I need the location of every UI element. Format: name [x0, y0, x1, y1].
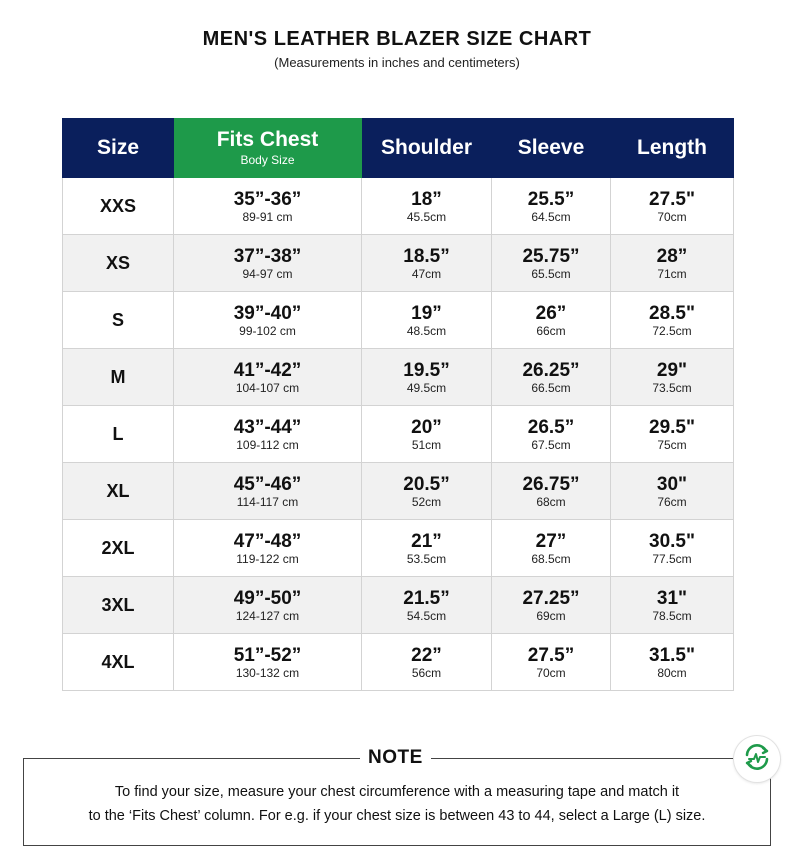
- shoulder-cell-inches: 18”: [411, 188, 442, 210]
- chest-cell-cm: 94-97 cm: [242, 266, 293, 281]
- table-row: [63, 463, 734, 520]
- sleeve-cell: [492, 520, 611, 577]
- shoulder-cell-cm: 51cm: [411, 437, 442, 452]
- length-cell: [611, 235, 734, 292]
- sleeve-cell: [492, 292, 611, 349]
- sleeve-cell: [492, 463, 611, 520]
- table-row: [63, 406, 734, 463]
- size-cell: XS: [63, 235, 174, 292]
- length-cell: [611, 292, 734, 349]
- table-row: [63, 349, 734, 406]
- shoulder-cell-cm: 47cm: [411, 266, 442, 281]
- header-length: Length: [611, 119, 734, 178]
- chest-cell: [174, 577, 362, 634]
- sleeve-cell-inches: 26.75”: [522, 473, 580, 495]
- size-guide-icon: [741, 741, 773, 778]
- length-cell-cm: 75cm: [657, 437, 687, 452]
- length-cell-inches: 28”: [656, 245, 688, 267]
- chest-cell: [174, 349, 362, 406]
- sleeve-cell-cm: 69cm: [536, 608, 566, 623]
- chest-cell-inches: 47”-48”: [233, 530, 302, 552]
- table-row: [63, 292, 734, 349]
- chest-cell-cm: 109-112 cm: [236, 437, 299, 452]
- sleeve-cell-cm: 65.5cm: [531, 266, 571, 281]
- length-cell: [611, 349, 734, 406]
- sleeve-cell: [492, 634, 611, 691]
- page-title: MEN'S LEATHER BLAZER SIZE CHART: [202, 28, 592, 50]
- size-cell: M: [63, 349, 174, 406]
- chest-cell-cm: 104-107 cm: [235, 380, 300, 395]
- note-line-1: To find your size, measure your chest circumference with a measuring tape and match it: [114, 784, 680, 800]
- note-title: NOTE: [360, 747, 431, 769]
- size-cell: XL: [63, 463, 174, 520]
- length-cell: [611, 520, 734, 577]
- length-cell-inches: 30": [656, 473, 688, 495]
- length-cell-cm: 73.5cm: [652, 380, 692, 395]
- shoulder-cell-cm: 48.5cm: [406, 323, 447, 338]
- note-text: [23, 780, 771, 828]
- sleeve-cell-cm: 64.5cm: [531, 209, 571, 224]
- size-cell: 4XL: [63, 634, 174, 691]
- shoulder-cell-cm: 45.5cm: [406, 209, 447, 224]
- header-fits-chest-label: Fits Chest: [216, 128, 319, 151]
- length-cell-cm: 80cm: [657, 665, 687, 680]
- size-chart-table: [62, 118, 734, 691]
- header-sleeve: Sleeve: [492, 119, 611, 178]
- sleeve-cell-inches: 25.5”: [527, 188, 575, 210]
- shoulder-cell: [362, 349, 492, 406]
- sleeve-cell-inches: 26.5”: [527, 416, 575, 438]
- size-cell: 3XL: [63, 577, 174, 634]
- table-row: [63, 520, 734, 577]
- chest-cell: [174, 634, 362, 691]
- sleeve-cell: [492, 349, 611, 406]
- length-cell-cm: 77.5cm: [652, 551, 692, 566]
- shoulder-cell: [362, 463, 492, 520]
- chest-cell-inches: 43”-44”: [233, 416, 302, 438]
- chest-cell: [174, 406, 362, 463]
- shoulder-cell-cm: 52cm: [411, 494, 442, 509]
- header-body-size-label: Body Size: [240, 153, 295, 167]
- length-cell-cm: 71cm: [657, 266, 687, 281]
- shoulder-cell-cm: 49.5cm: [406, 380, 447, 395]
- shoulder-cell: [362, 520, 492, 577]
- chest-cell-cm: 130-132 cm: [235, 665, 300, 680]
- chest-cell: [174, 292, 362, 349]
- chest-cell-inches: 39”-40”: [233, 302, 302, 324]
- sleeve-cell-inches: 26”: [535, 302, 567, 324]
- length-cell: [611, 406, 734, 463]
- shoulder-cell-inches: 21.5”: [403, 587, 450, 609]
- chest-cell: [174, 463, 362, 520]
- header-fits-chest: [174, 119, 362, 178]
- table-row: [63, 178, 734, 235]
- shoulder-cell: [362, 178, 492, 235]
- shoulder-cell-inches: 20.5”: [403, 473, 450, 495]
- shoulder-cell: [362, 235, 492, 292]
- page-subtitle: (Measurements in inches and centimeters): [274, 55, 520, 70]
- sleeve-cell-inches: 26.25”: [522, 359, 580, 381]
- sleeve-cell-inches: 27”: [535, 530, 567, 552]
- shoulder-cell-cm: 56cm: [411, 665, 442, 680]
- sleeve-cell-cm: 67.5cm: [531, 437, 571, 452]
- length-cell-inches: 29": [656, 359, 688, 381]
- table-row: [63, 577, 734, 634]
- sleeve-cell-cm: 66.5cm: [531, 380, 571, 395]
- chest-cell-cm: 124-127 cm: [235, 608, 300, 623]
- length-cell-inches: 31.5": [649, 644, 695, 666]
- size-guide-badge[interactable]: [734, 736, 780, 782]
- sleeve-cell-inches: 27.25”: [522, 587, 580, 609]
- length-cell-inches: 29.5": [649, 416, 695, 438]
- chest-cell-cm: 89-91 cm: [242, 209, 293, 224]
- sleeve-cell-cm: 68.5cm: [531, 551, 571, 566]
- length-cell-inches: 28.5": [649, 302, 695, 324]
- chest-cell-inches: 51”-52”: [233, 644, 302, 666]
- shoulder-cell-cm: 53.5cm: [406, 551, 447, 566]
- size-cell: L: [63, 406, 174, 463]
- chest-cell-inches: 35”-36”: [233, 188, 302, 210]
- shoulder-cell-inches: 21”: [411, 530, 442, 552]
- chest-cell-inches: 45”-46”: [233, 473, 302, 495]
- length-cell-inches: 30.5": [649, 530, 695, 552]
- sleeve-cell-inches: 25.75”: [522, 245, 580, 267]
- sleeve-cell-inches: 27.5”: [527, 644, 575, 666]
- shoulder-cell-inches: 20”: [411, 416, 442, 438]
- length-cell-inches: 27.5": [649, 188, 695, 210]
- shoulder-cell-inches: 19.5”: [403, 359, 450, 381]
- chest-cell-cm: 99-102 cm: [239, 323, 296, 338]
- chest-cell-inches: 37”-38”: [233, 245, 302, 267]
- sleeve-cell-cm: 70cm: [536, 665, 566, 680]
- chest-cell: [174, 235, 362, 292]
- length-cell-cm: 70cm: [657, 209, 687, 224]
- shoulder-cell: [362, 292, 492, 349]
- size-cell: S: [63, 292, 174, 349]
- header-shoulder: Shoulder: [362, 119, 492, 178]
- header-size: Size: [63, 119, 174, 178]
- table-row: [63, 235, 734, 292]
- size-cell: 2XL: [63, 520, 174, 577]
- note-line-2: to the ‘Fits Chest’ column. For e.g. if your chest size is between 43 to 44, select a Large (L) size.: [88, 808, 706, 824]
- length-cell: [611, 463, 734, 520]
- sleeve-cell: [492, 406, 611, 463]
- length-cell: [611, 577, 734, 634]
- chest-cell-cm: 119-122 cm: [236, 551, 299, 566]
- shoulder-cell: [362, 577, 492, 634]
- length-cell-cm: 78.5cm: [652, 608, 692, 623]
- shoulder-cell: [362, 634, 492, 691]
- sleeve-cell-cm: 66cm: [536, 323, 566, 338]
- chest-cell-inches: 41”-42”: [233, 359, 302, 381]
- length-cell-cm: 76cm: [657, 494, 687, 509]
- chest-cell-cm: 114-117 cm: [236, 494, 299, 509]
- chest-cell: [174, 520, 362, 577]
- chest-cell: [174, 178, 362, 235]
- length-cell: [611, 634, 734, 691]
- length-cell-inches: 31": [656, 587, 688, 609]
- shoulder-cell-inches: 22”: [411, 644, 442, 666]
- sleeve-cell: [492, 577, 611, 634]
- chest-cell-inches: 49”-50”: [233, 587, 302, 609]
- sleeve-cell: [492, 178, 611, 235]
- shoulder-cell-inches: 18.5”: [403, 245, 450, 267]
- length-cell: [611, 178, 734, 235]
- table-row: [63, 634, 734, 691]
- sleeve-cell-cm: 68cm: [536, 494, 566, 509]
- sleeve-cell: [492, 235, 611, 292]
- shoulder-cell: [362, 406, 492, 463]
- shoulder-cell-inches: 19”: [411, 302, 442, 324]
- table-header-row: [63, 119, 734, 178]
- shoulder-cell-cm: 54.5cm: [406, 608, 447, 623]
- length-cell-cm: 72.5cm: [652, 323, 692, 338]
- size-cell: XXS: [63, 178, 174, 235]
